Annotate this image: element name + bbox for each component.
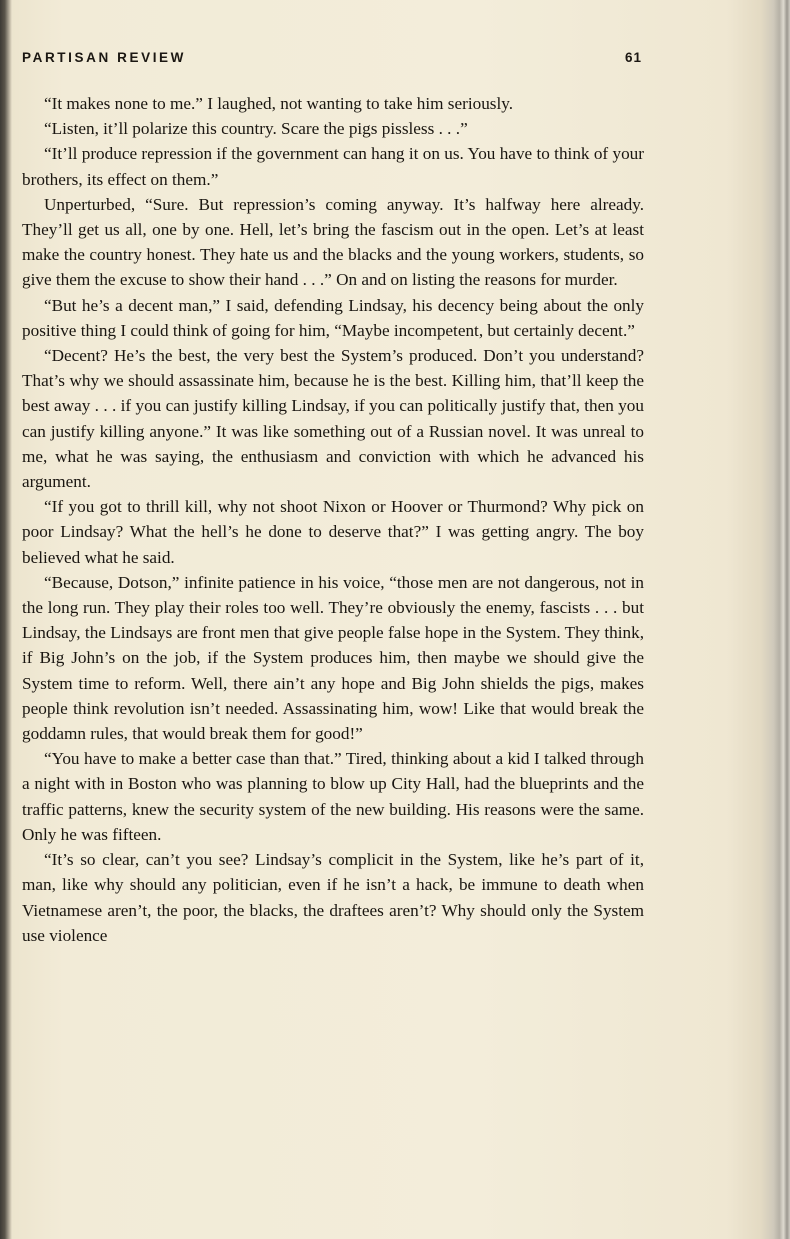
paragraph: “But he’s a decent man,” I said, defending Lindsay, his decency being about the only positive thing I could think of going for him, “Maybe incompetent, but certainly decent.” <box>22 295 644 340</box>
body-text <box>22 91 644 948</box>
paragraph: Unperturbed, “Sure. But repression’s coming anyway. It’s halfway here already. They’ll get us all, one by one. Hell, let’s bring the fascism out in the open. Let’s at least make the country honest. They hate us and the blacks and the young workers, students, so give them the excuse to show their hand . . .” On and on listing the reasons for murder. <box>22 194 644 290</box>
paragraph: “You have to make a better case than that.” Tired, thinking about a kid I talked through a night with in Boston who was planning to blow up City Hall, had the blueprints and the traffic patterns, knew the security system of the new building. His reasons were the same. Only he was fifteen. <box>22 749 644 844</box>
page-edge <box>760 0 790 1239</box>
paragraph: “If you got to thrill kill, why not shoot Nixon or Hoover or Thurmond? Why pick on poor Lindsay? What the hell’s he done to deserve that?” I was getting angry. The boy believed what he said. <box>22 497 644 567</box>
paragraph: “Decent? He’s the best, the very best the System’s produced. Don’t you understand? That’s why we should assassinate him, because he is the best. Killing him, that’ll keep the best away . . . if you can justify killing Lindsay, if you can politically justify that, then you can justify killing anyone.” It was like something out of a Russian novel. It was unreal to me, what he was saying, the enthusiasm and conviction with which he advanced his argument. <box>22 346 644 492</box>
page-number: 61 <box>624 50 642 65</box>
paragraph: “It’s so clear, can’t you see? Lindsay’s complicit in the System, like he’s part of it, man, like why should any politician, even if he isn’t a hack, be immune to death when Vietnamese aren’t, the poor, the blacks, the draftees aren’t? Why should only the System use violence <box>22 850 644 945</box>
binding-shadow <box>0 0 12 1239</box>
page-header <box>22 50 642 74</box>
running-head: PARTISAN REVIEW <box>22 50 187 65</box>
paragraph: “It makes none to me.” I laughed, not wanting to take him seriously. <box>44 94 514 113</box>
paragraph: “Because, Dotson,” infinite patience in his voice, “those men are not dangerous, not in the long run. They play their roles too well. They’re obviously the enemy, fascists . . . but Lindsay, the Lindsays are front men that give people false hope in the System. They think, if Big John’s on the job, if the System produces him, then maybe we should give the System time to reform. Well, there ain’t any hope and Big John shields the pigs, makes people think revolution isn’t needed. Assassinating him, wow! Like that would break the goddamn rules, that would break them for good!” <box>22 572 644 744</box>
paragraph: “Listen, it’ll polarize this country. Scare the pigs pissless . . .” <box>44 119 468 139</box>
paragraph: “It’ll produce repression if the government can hang it on us. You have to think of your brothers, its effect on them.” <box>22 144 644 189</box>
